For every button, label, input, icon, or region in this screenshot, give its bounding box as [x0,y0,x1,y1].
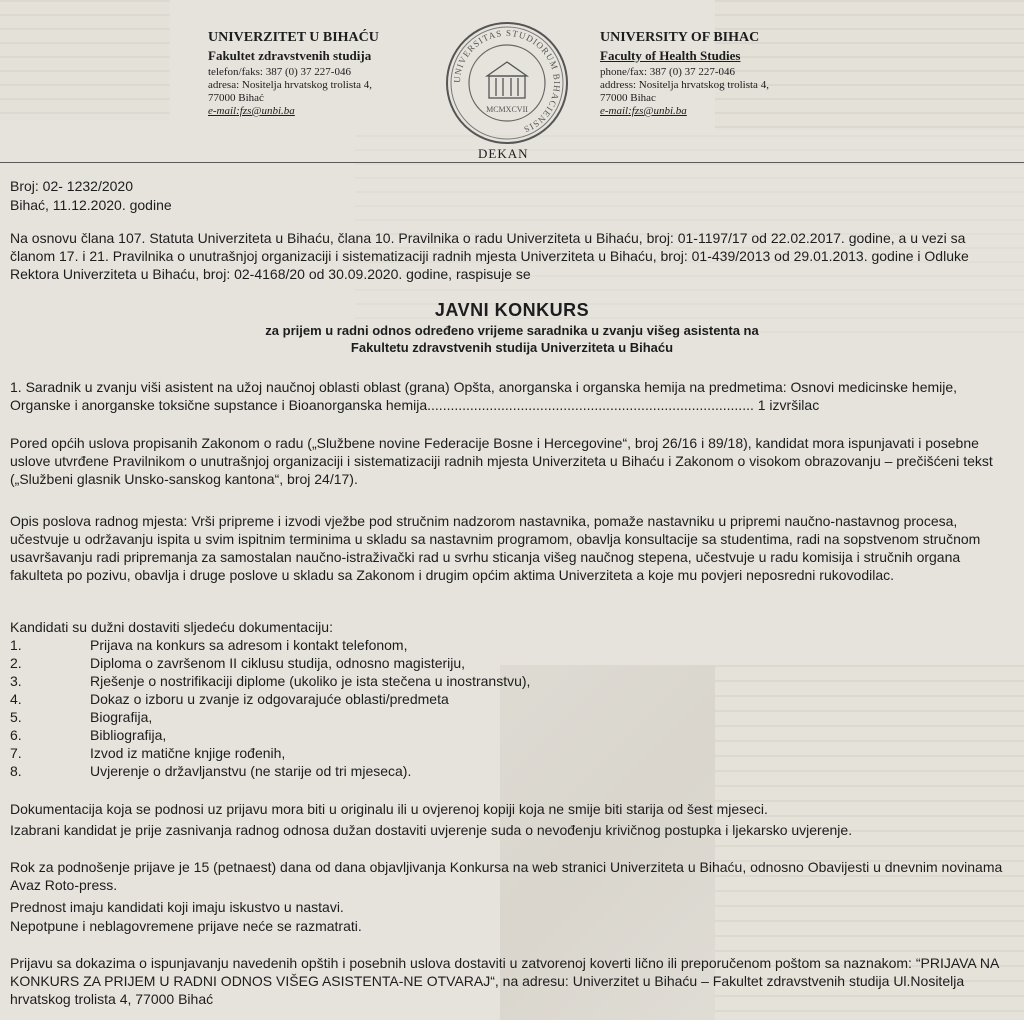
place-date: Bihać, 11.12.2020. godine [10,197,172,213]
seal-year: MCMXCVII [486,105,528,114]
phone-en: phone/fax: 387 (0) 37 227-046 [600,66,736,78]
list-item: 2. Diploma o završenom II ciklusu studija, odnosno magisteriju, [10,655,466,671]
subtitle-line1: za prijem u radni odnos određeno vrijeme saradnika u zvanju višeg asistenta na [265,323,759,338]
reference-number: Broj: 02- 1232/2020 [10,178,133,194]
university-name-en: UNIVERSITY OF BIHAC [600,30,760,45]
docs-note-original: Dokumentacija koja se podnosi uz prijavu mora biti u originalu ili u ovjerenoj kopiji koja ne smije biti starija od šest mjeseci. [10,801,768,817]
address-line2-en: 77000 Bihac [600,92,656,104]
deadline-paragraph: Rok za podnošenje prijave je 15 (petnaest) dana od dana objavljivanja Konkursa na web stranici Univerziteta u Bihaću, odnosno Obavijesti u dnevnim novinama Avaz Roto-press. [10,859,1003,893]
list-item: 6. Bibliografija, [10,727,167,743]
phone: telefon/faks: 387 (0) 37 227-046 [208,66,351,78]
email-link[interactable]: e-mail:fzs@unbi.ba [208,105,295,117]
subtitle-line2: Fakultetu zdravstvenih studija Univerziteta u Bihaću [350,340,674,355]
list-item: 8. Uvjerenje o državljanstvu (ne starije od tri mjeseca). [10,763,412,779]
address-line2: 77000 Bihać [208,92,264,104]
document-subtitle [0,322,1024,356]
conditions-paragraph: Pored općih uslova propisanih Zakonom o radu („Službene novine Federacije Bosne i Hercegovine“, broj 26/16 i 89/18), kandidat mora ispunjavati i posebne uslove utvrđene Pravilnikom o unutrašnjoj organizaciji i sistematizaciji radnih mjesta Univerziteta u Bihaću i Zakonom o visokom obrazovanju – prečišćeni tekst („Službeni glasnik Unsko-sanskog kantona“, broj 24/17). [10,435,993,487]
preference-note: Prednost imaju kandidati koji imaju iskustvo u nastavi. [10,899,344,915]
position-paragraph: 1. Saradnik u zvanju viši asistent na užoj naučnoj oblasti oblast (grana) Opšta, anorganska i organska hemija na predmetima: Osnovi medicinske hemije, Organske i anorganske toksične supstance i Bioanorganska hemija.................................................................................... 1 izvršilac [10,379,958,413]
docs-list [10,636,610,780]
header-right [600,30,830,117]
docs-intro: Kandidati su dužni dostaviti sljedeću dokumentaciju: [10,619,333,635]
job-description-paragraph: Opis poslova radnog mjesta: Vrši pripreme i izvodi vježbe pod stručnim nadzorom nastavnika, pomaže nastavniku u pripremi naučno-nastavnog procesa, učestvuje u održavanju ispita u svim ispitnim terminima u skladu sa nastavnim programom, obavlja konsultacije sa studentima, radi na sopstvenom stručnom usavršavanju radi pripremanja za samostalan naučno-istraživački rad u svrhu sticanja višeg naučnog stepena, učestvuje u radu komisija i stručnih organa fakulteta po pozivu, obavlja i druge poslove u skladu sa Zakonom i drugim općim aktima Univerziteta a koje mu povjeri neposredni rukovodilac. [10,513,981,583]
address-line1: adresa: Nositelja hrvatskog trolista 4, [208,79,373,91]
university-seal [442,18,572,148]
faculty-name: Fakultet zdravstvenih studija [208,48,372,63]
submission-paragraph: Prijavu sa dokazima o ispunjavanju navedenih opštih i posebnih uslova dostaviti u zatvorenoj koverti lično ili preporučenom poštom sa naznakom: “PRIJAVA NA KONKURS ZA PRIJEM U RADNI ODNOS VIŠEG ASISTENTA-NE OTVARAJ“, na adresu: Univerzitet u Bihaću – Fakultet zdravstvenih studija Ul.Nositelja hrvatskog trolista 4, 77000 Bihać [10,955,999,1007]
dean-label: DEKAN [478,146,529,161]
incomplete-note: Nepotpune i neblagovremene prijave neće se razmatrati. [10,918,362,934]
seal-building-icon [487,62,527,98]
list-item: 3. Rješenje o nostrifikaciji diplome (ukoliko je ista stečena u inostranstvu), [10,673,531,689]
list-item: 7. Izvod iz matične knjige rođenih, [10,745,286,761]
document-title: JAVNI KONKURS [434,300,590,320]
list-item: 1. Prijava na konkurs sa adresom i kontakt telefonom, [10,637,408,653]
list-item: 5. Biografija, [10,709,153,725]
address-line1-en: address: Nositelja hrvatskog trolista 4, [600,79,769,91]
faculty-name-en: Faculty of Health Studies [600,48,741,63]
intro-paragraph: Na osnovu člana 107. Statuta Univerziteta u Bihaću, člana 10. Pravilnika o radu Univerziteta u Bihaću, broj: 01-1197/17 od 22.02.2017. godine, a u vezi sa članom 17. i 21. Pravilnika o unutrašnjoj organizaciji i sistematizaciji radnih mjesta Univerziteta u Bihaću, broj: 01-439/2013 od 29.01.2013. godine i Odluke Rektora Univerziteta u Bihaću, broj: 02-4168/20 od 30.09.2020. godine, raspisuje se [10,230,969,282]
list-item: 4. Dokaz o izboru u zvanje iz odgovarajuće oblasti/predmeta [10,691,449,707]
header-divider [0,162,1024,163]
email-link-en[interactable]: e-mail:fzs@unbi.ba [600,105,687,117]
header-left [208,30,438,117]
seal-ring-text: UNIVERSITAS STUDIORUM BIHACIENSIS [451,27,563,135]
university-name: UNIVERZITET U BIHAĆU [208,30,379,45]
docs-note-court: Izabrani kandidat je prije zasnivanja radnog odnosa dužan dostaviti uvjerenje suda o nevođenju krivičnog postupka i ljekarsko uvjerenje. [10,822,853,838]
